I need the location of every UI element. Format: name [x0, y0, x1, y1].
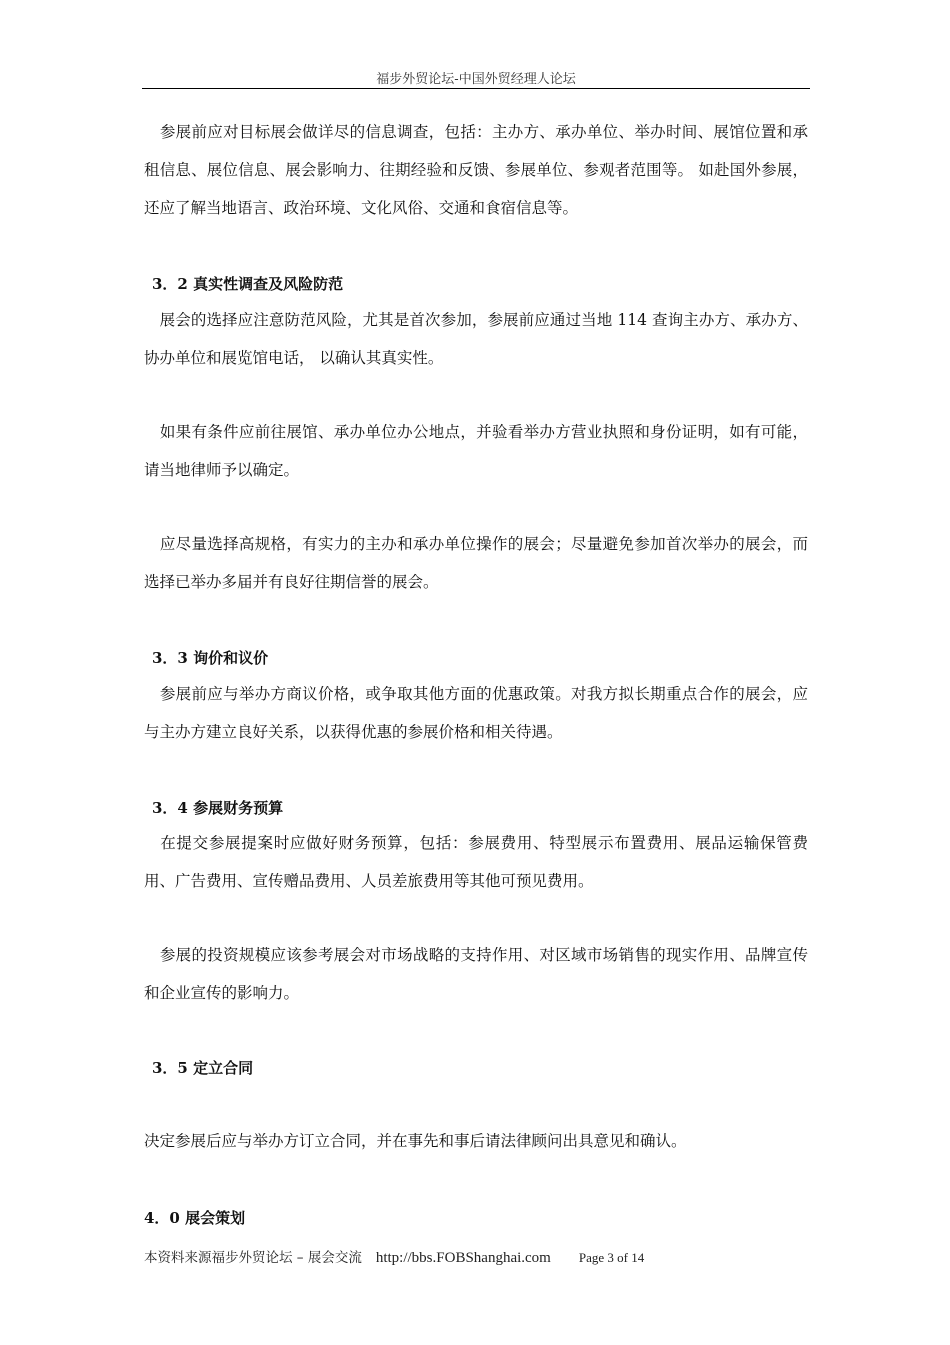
heading-3-2: 3．2 真实性调查及风险防范	[152, 275, 344, 293]
paragraph-verify-venue: 如果有条件应前往展馆、承办单位办公地点，并验看举办方营业执照和身份证明，如有可能，请当地律师予以确定。	[144, 423, 808, 479]
paragraph-contract: 决定参展后应与举办方订立合同，并在事先和事后请法律顾问出具意见和确认。	[144, 1132, 687, 1150]
heading-3-4: 3．4 参展财务预算	[152, 799, 284, 817]
heading-4-0: 4．0 展会策划	[144, 1209, 246, 1227]
paragraph-risk-prevention: 展会的选择应注意防范风险，尤其是首次参加，参展前应通过当地 114 查询主办方、承办方、协办单位和展览馆电话， 以确认其真实性。	[144, 311, 808, 367]
paragraph-choose-organizer: 应尽量选择高规格，有实力的主办和承办单位操作的展会；尽量避免参加首次举办的展会，而选择已举办多届并有良好往期信誉的展会。	[144, 535, 808, 591]
header-rule	[142, 88, 810, 89]
paragraph-exhibition-research: 参展前应对目标展会做详尽的信息调查，包括：主办方、承办单位、举办时间、展馆位置和承租信息、展位信息、展会影响力、往期经验和反馈、参展单位、参观者范围等。 如赴国外参展，还应了解当地语言、政治环境、文化风俗、交通和食宿信息等。	[144, 123, 808, 217]
footer-page-number: Page 3 of 14	[578, 1250, 645, 1265]
footer-source: 本资料来源福步外贸论坛 – 展会交流	[144, 1250, 362, 1266]
paragraph-budget: 在提交参展提案时应做好财务预算，包括：参展费用、特型展示布置费用、展品运输保管费用、广告费用、宣传赠品费用、人员差旅费用等其他可预见费用。	[144, 834, 808, 890]
heading-3-3: 3．3 询价和议价	[152, 649, 269, 667]
page-header: 福步外贸论坛-中国外贸经理人论坛	[376, 72, 576, 87]
heading-3-5: 3．5 定立合同	[152, 1059, 254, 1077]
paragraph-investment-scale: 参展的投资规模应该参考展会对市场战略的支持作用、对区域市场销售的现实作用、品牌宣传和企业宣传的影响力。	[144, 946, 808, 1002]
paragraph-price-negotiation: 参展前应与举办方商议价格，或争取其他方面的优惠政策。对我方拟长期重点合作的展会，应与主办方建立良好关系，以获得优惠的参展价格和相关待遇。	[144, 685, 808, 741]
footer-url-link[interactable]: http://bbs.FOBShanghai.com	[375, 1250, 551, 1266]
page-footer	[144, 1246, 808, 1267]
